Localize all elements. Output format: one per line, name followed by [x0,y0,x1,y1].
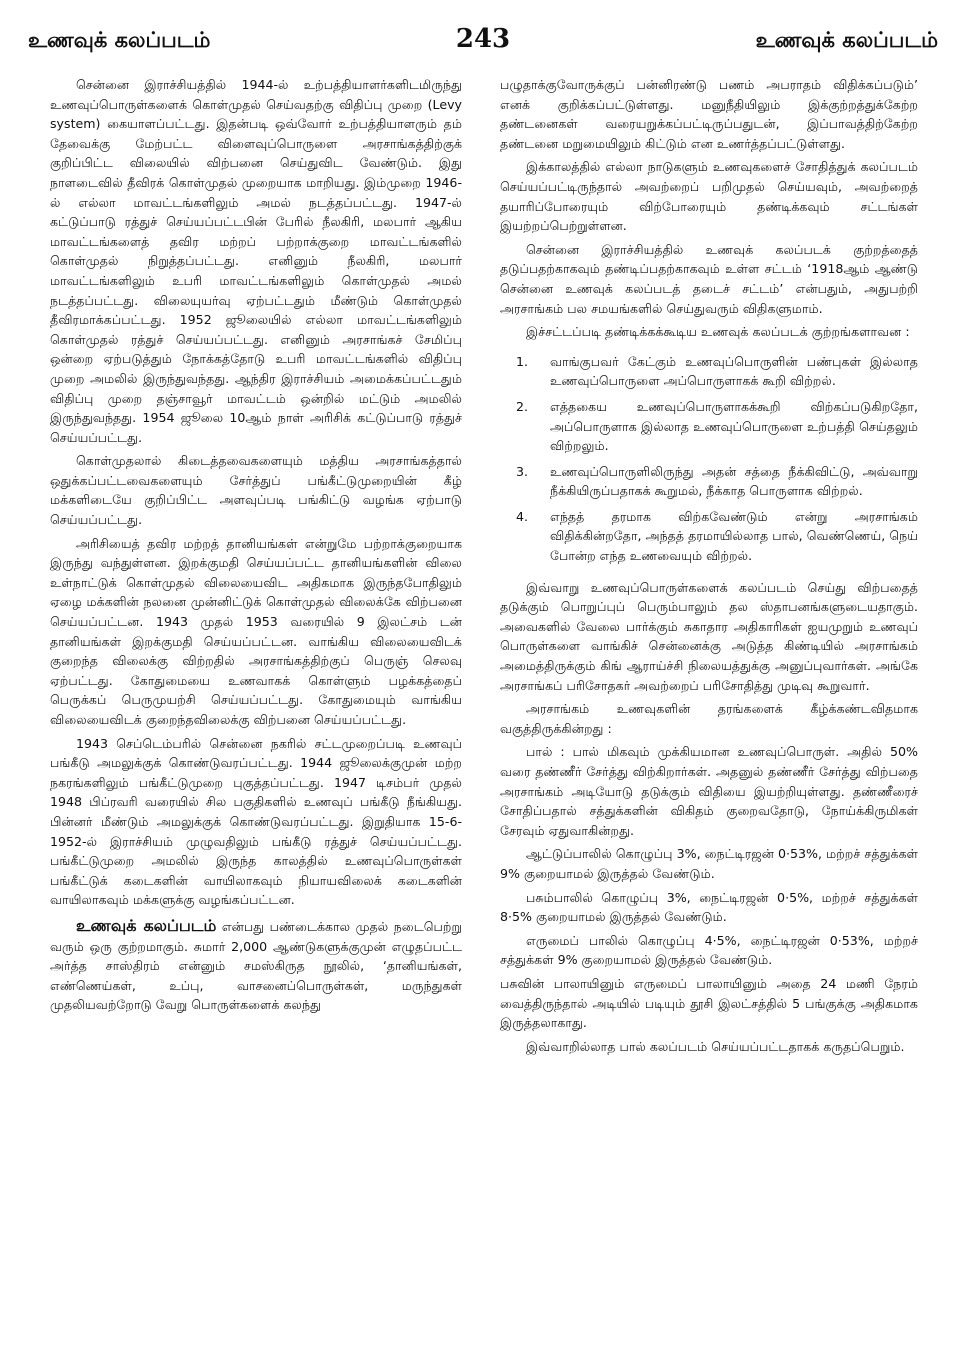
list-number: 1. [516,353,529,369]
paragraph-milk: பால் : பால் மிகவும் முக்கியமான உணவுப்பொருள். அதில் 50% வரை தண்ணீர் சேர்த்து விற்கிறார்கள். அதனுல் தண்ணீர் சேர்த்து விற்பதை அரசாங்கம் அடியோடு தடுக்கும் விதியை இயற்றியுள்ளது. தண்ணீரைச் சோதிப்பதால் சத்துக்களின் விகிதம் குறைவதோடு, நோய்க்கிருமிகள் சேரவும் ஏதுவாகின்றது. [500,744,918,838]
section-text: என்பது பண்டைக்கால முதல் நடைபெற்று வரும் ஒரு குற்றமாகும். சுமார் 2,000 ஆண்டுகளுக்குமுன் எழுதப்பட்ட அர்த்த சாஸ்திரம் என்னும் சமஸ்கிருத நூலில், ‘தானியங்கள், எண்ணெய்கள், உப்பு, வாசனைப்பொருள்கள், மருந்துகள் முதலியவற்றோடு வேறு பொருள்களைக் கலந்து [50,918,462,1013]
left-column [50,75,462,1019]
paragraph-madras-act: சென்னை இராச்சியத்தில் உணவுக் கலப்படக் குற்றத்தைத் தடுப்பதற்காகவும் தண்டிப்பதற்காகவும் உள்ள சட்டம் ‘1918ஆம் ஆண்டு சென்னை உணவுக் கலப்படத் தடைச் சட்டம்’ என்பதும், அதுபற்றி அரசாங்கம் பல சமயங்களில் செய்துவரும் விதிகளுமாம். [500,241,918,316]
list-number: 4. [516,508,529,524]
paragraph-continuation: பழுதாக்குவோருக்குப் பன்னிரண்டு பணம் அபராதம் விதிக்கப்படும்’ எனக் குறிக்கப்பட்டுள்ளது. மனுநீதியிலும் இக்குற்றத்துக்கேற்ற தண்டனைகள் வரையறுக்கப்பட்டிருப்பதுடன், இப்பாவத்திற்கேற்ற தண்டனை மறுமையிலும் கிட்டும் என உணர்த்தப்பட்டுள்ளது. [500,77,918,151]
paragraph-offences-intro: இச்சட்டப்படி தண்டிக்கக்கூடிய உணவுக் கலப்படக் குற்றங்களாவன : [526,324,910,340]
list-text: உணவுப்பொருளிலிருந்து அதன் சத்தை நீக்கிவிட்டு, அவ்வாறு நீக்கியிருப்பதாகக் கூறுமல், நீக்காத பொருளாக விற்றல். [550,463,918,499]
paragraph-enforcement: இவ்வாறு உணவுப்பொருள்களைக் கலப்படம் செய்து விற்பதைத் தடுக்கும் பொறுப்புப் பெரும்பாலும் தல ஸ்தாபனங்களுடையதாகும். அவைகளில் வேலை பார்க்கும் சுகாதார அதிகாரிகள் ஐயமுறும் உணவுப் பொருள்களை வாங்கிச் சென்னைக்கு அடுத்த கிண்டியில் அரசாங்கம் அமைத்திருக்கும் கிங் ஆராய்ச்சி நிலையத்துக்கு அனுப்புவார்கள். அங்கே அரசாங்கப் பரிசோதகர் அவற்றைப் பரிசோதித்து முடிவு கூறுவார். [500,579,918,693]
section-heading: உணவுக் கலப்படம் [76,915,217,935]
paragraph-goat-milk: ஆட்டுப்பாலில் கொழுப்பு 3%, நைட்டிரஜன் 0·53%, மற்றச் சத்துக்கள் 9% குறையாமல் இருத்தல் வேண்டும். [500,846,918,881]
list-number: 2. [516,398,529,414]
paragraph-sediment: பசுவின் பாலாயினும் எருமைப் பாலாயினும் அதை 24 மணி நேரம் வைத்திருந்தால் அடியில் படியும் தூசி இலட்சத்தில் 5 பங்குக்கு அதிகமாக இருத்தலாகாது. [500,975,918,1031]
list-item [500,507,918,566]
paragraph-levy-system: சென்னை இராச்சியத்தில் 1944-ல் உற்பத்தியாளர்களிடமிருந்து உணவுப்பொருள்களைக் கொள்முதல் செய்வதற்கு விதிப்பு முறை (Levy system) கையாளப்பட்டது. இதன்படி ஒவ்வோர் உற்பத்தியாளரும் தம் தேவைக்கு மேற்பட்ட விளைவுப்பொருளை அரசாங்கத்திற்குக் குறிப்பிட்ட விலையில் விற்பனை செய்துவிட வேண்டும். இது நாளடைவில் தீவிரக் கொள்முதல் முறையாக மாறியது. இம்முறை 1946-ல் எல்லா மாவட்டங்களிலும் அமல் நடத்தப்பட்டது. 1947-ல் கட்டுப்பாடு ரத்துச் செய்யப்பட்டபின் பேரில் நீலகிரி, மலபார் ஆகிய மாவட்டங்களைத் தவிர மற்றப் பற்றாக்குறை மாவட்டங்களில் கொள்முதல் நிறுத்தப்பட்டது. எனினும் நீலகிரி, மலபார் மாவட்டங்களிலும் உபரி மாவட்டங்களிலும் கொள்முதல் அமல் நடத்தப்பட்டது. விலையுயர்வு ஏற்பட்டதும் மீண்டும் கொள்முதல் தீவிரமாக்கப்பட்டது. 1952 ஜூலையில் எல்லா மாவட்டங்களிலும் கொள்முதல் ரத்துச் செய்யப்பட்டது. எனினும் அரசாங்கச் சேமிப்பு ஒன்றை ஏற்படுத்தும் நோக்கத்தோடு உபரி மாவட்டங்களில் விதிப்பு முறை அமலில் இருந்துவந்தது. ஆந்திர இராச்சியம் அமைக்கப்பட்டதும் விதிப்பு முறை தஞ்சாவூர் மாவட்டம் ஒன்றில் மட்டும் அமலில் இருந்துவந்தது. 1954 ஜூலை 10ஆம் நாள் அரிசிக் கட்டுப்பாடு ரத்துச் செய்யப்பட்டது. [50,77,462,445]
paragraph-procurement: கொள்முதலால் கிடைத்தவைகளையும் மத்திய அரசாங்கத்தால் ஒதுக்கப்பட்டவைகளையும் சேர்த்துப் பங்கீட்டுமுறையின் கீழ் மக்களிடையே குறிப்பிட்ட அளவுப்படி பங்கிட்டு வழங்க ஏற்பாடு செய்யப்பட்டது. [50,453,462,528]
paragraph-grains: அரிசியைத் தவிர மற்றத் தானியங்கள் என்றுமே பற்றாக்குறையாக இருந்து வந்துள்ளன. இறக்குமதி செய்யப்பட்ட தானியங்களின் விலை உள்நாட்டுக் கொள்முதல் விலையைவிட அதிகமாக இருந்தபோதிலும் ஏழை மக்களின் நலனை முன்னிட்டுக் கொள்முதல் விலைக்கே விற்பனை செய்யப்பட்டன. 1943 முதல் 1953 வரையில் 9 இலட்சம் டன் தானியங்கள் இறக்குமதி செய்யப்பட்டன. வாங்கிய விலையைவிடக் குறைந்த விலைக்கு விற்றதில் அரசாங்கத்திற்குப் பெருஞ் செலவு ஏற்பட்டது. கோதுமையை உணவாகக் கொள்ளும் பழக்கத்தைப் பெருக்கப் பெருமுயற்சி செய்யப்பட்டது. கோதுமையும் வாங்கிய விலையைவிடக் குறைந்தவிலைக்கு விற்பனை செய்யப்பட்டது. [50,535,462,727]
page-header [28,24,938,62]
page-number: 243 [455,24,511,54]
list-item [500,352,918,391]
list-text: எந்தத் தரமாக விற்கவேண்டும் என்று அரசாங்கம் விதிக்கின்றதோ, அந்தத் தரமாயில்லாத பால், வெண்ணெய், நெய் போன்ற எந்த உணவையும் விற்றல். [550,508,918,564]
offences-list [500,352,918,566]
list-text: வாங்குபவர் கேட்கும் உணவுப்பொருளின் பண்புகள் இல்லாத உணவுப்பொருளை அப்பொருளாகக் கூறி விற்றல். [550,353,918,389]
list-item [500,397,918,456]
list-number: 3. [516,463,529,479]
paragraph-laws: இக்காலத்தில் எல்லா நாடுகளும் உணவுகளைச் சோதித்துக் கலப்படம் செய்யப்பட்டிருந்தால் அவற்றைப் பறிமுதல் செய்யவும், அவற்றைத் தயாரிப்போரையும் விற்போரையும் தண்டிக்கவும் சட்டங்கள் இயற்றப்பெற்றுள்ளன. [500,159,918,234]
list-item [500,462,918,501]
paragraph-cow-milk: பசும்பாலில் கொழுப்பு 3%, நைட்டிரஜன் 0·5%, மற்றச் சத்துக்கள் 8·5% குறையாமல் இருத்தல் வேண்டும். [500,889,918,925]
paragraph-standards-intro: அரசாங்கம் உணவுகளின் தரங்களைக் கீழ்க்கண்டவிதமாக வகுத்திருக்கின்றது : [500,701,918,736]
list-text: எத்தகைய உணவுப்பொருளாகக்கூறி விற்கப்படுகிறதோ, அப்பொருளாக இல்லாத உணவுப்பொருளை உற்பத்தி செய்தலும் விற்றலும். [550,398,918,454]
section-food-adulteration [50,916,462,1015]
paragraph-rationing: 1943 செப்டெம்பரில் சென்னை நகரில் சட்டமுறைப்படி உணவுப் பங்கீடு அமலுக்குக் கொண்டுவரப்பட்டது. 1944 ஜூலைக்குமுன் மற்ற நகரங்களிலும் பங்கீட்டுமுறை புகுத்தப்பட்டது. 1947 டிசம்பர் முதல் 1948 பிப்ரவரி வரையில் சில பகுதிகளில் உணவுப் பங்கீடு நீங்கியது. பின்னர் மீண்டும் அமலுக்குக் கொண்டுவரப்பட்டது. இறுதியாக 15-6-1952-ல் இராச்சியம் முழுவதிலும் பங்கீடு ரத்துச் செய்யப்பட்டது. பங்கீட்டுமுறை அமலில் இருந்த காலத்தில் உணவுப்பொருள்கள் பங்கீட்டுக் கடைகளின் வாயிலாகவும் நியாயவிலைக் கடைகளின் வாயிலாகவும் மக்களுக்கு வழங்கப்பட்டன. [50,735,462,908]
running-title-right: உணவுக் கலப்படம் [755,28,938,52]
paragraph-conclusion: இவ்வாறில்லாத பால் கலப்படம் செய்யப்பட்டதாகக் கருதப்பெறும். [526,1038,905,1054]
right-column [500,75,918,1060]
running-title-left: உணவுக் கலப்படம் [28,28,211,52]
paragraph-buffalo-milk: எருமைப் பாலில் கொழுப்பு 4·5%, நைட்டிரஜன் 0·53%, மற்றச் சத்துக்கள் 9% குறையாமல் இருத்தல் வேண்டும். [500,932,918,968]
